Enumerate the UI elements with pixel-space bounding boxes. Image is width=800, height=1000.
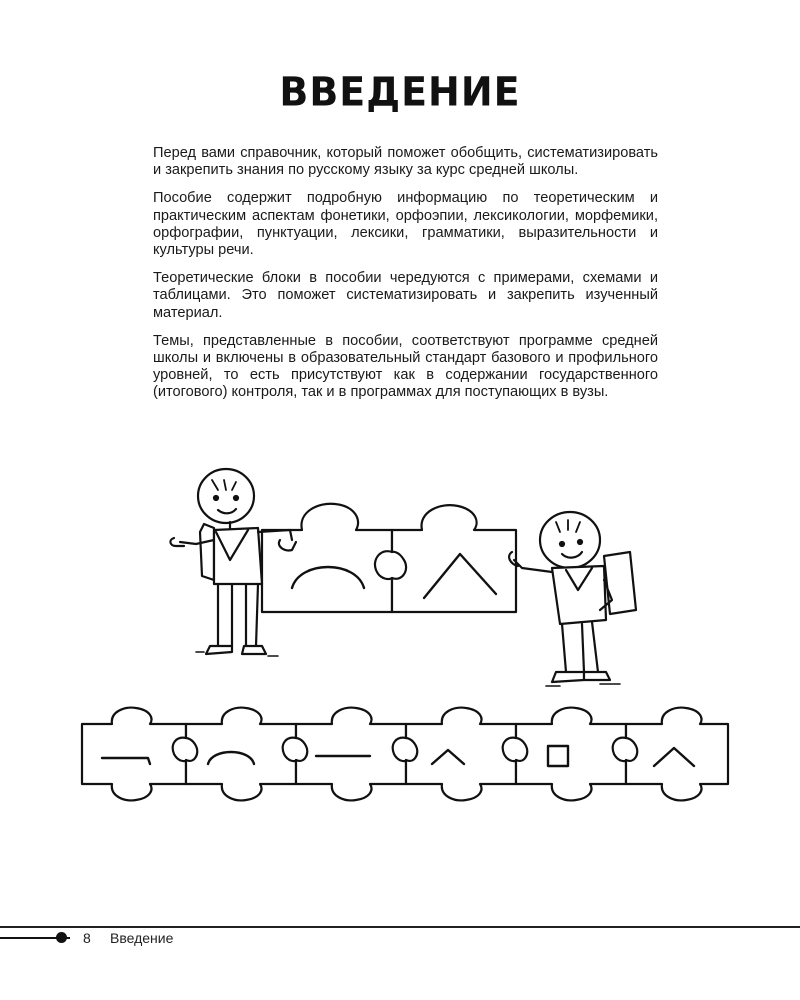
footer-bullet-icon (56, 932, 67, 943)
held-puzzle-piece-left (262, 504, 392, 612)
right-kid (509, 512, 636, 686)
paragraph-4: Темы, представленные в пособии, соответствуют программе средней школы и включены в образовательный стандарт базового и профильного уровней, то есть присутствуют как в содержании государственного (итогового) контроля, так и в программах для поступающих в вузы. (153, 332, 658, 401)
paragraph-3: Теоретические блоки в пособии чередуются с примерами, схемами и таблицами. Это поможет систематизировать и закрепить изученный материал. (153, 270, 658, 321)
puzzle-piece-4 (406, 708, 516, 801)
intro-text (153, 145, 658, 413)
page-title: ВВЕДЕНИЕ (279, 68, 521, 116)
paragraph-2: Пособие содержит подробную информацию по теоретическим и практическим аспектам фонетики, орфоэпии, лексикологии, морфемики, орфографии, пунктуации, лексики, грамматики, выразительности и культуры речи. (153, 190, 658, 259)
kids-puzzle-illustration (0, 460, 800, 710)
paragraph-1: Перед вами справочник, который поможет обобщить, систематизировать и закрепить знания по русскому языку за курс средней школы. (153, 145, 658, 179)
page-number: 8 (83, 930, 91, 946)
footer-rule (0, 926, 800, 928)
puzzle-piece-3 (296, 708, 406, 801)
puzzle-piece-1 (82, 708, 186, 801)
puzzle-piece-6 (626, 708, 728, 801)
footer-section-label: Введение (110, 930, 174, 946)
puzzle-strip (0, 700, 800, 820)
held-puzzle-piece-right (392, 505, 516, 612)
puzzle-piece-2 (186, 708, 296, 801)
puzzle-piece-5 (516, 708, 626, 801)
